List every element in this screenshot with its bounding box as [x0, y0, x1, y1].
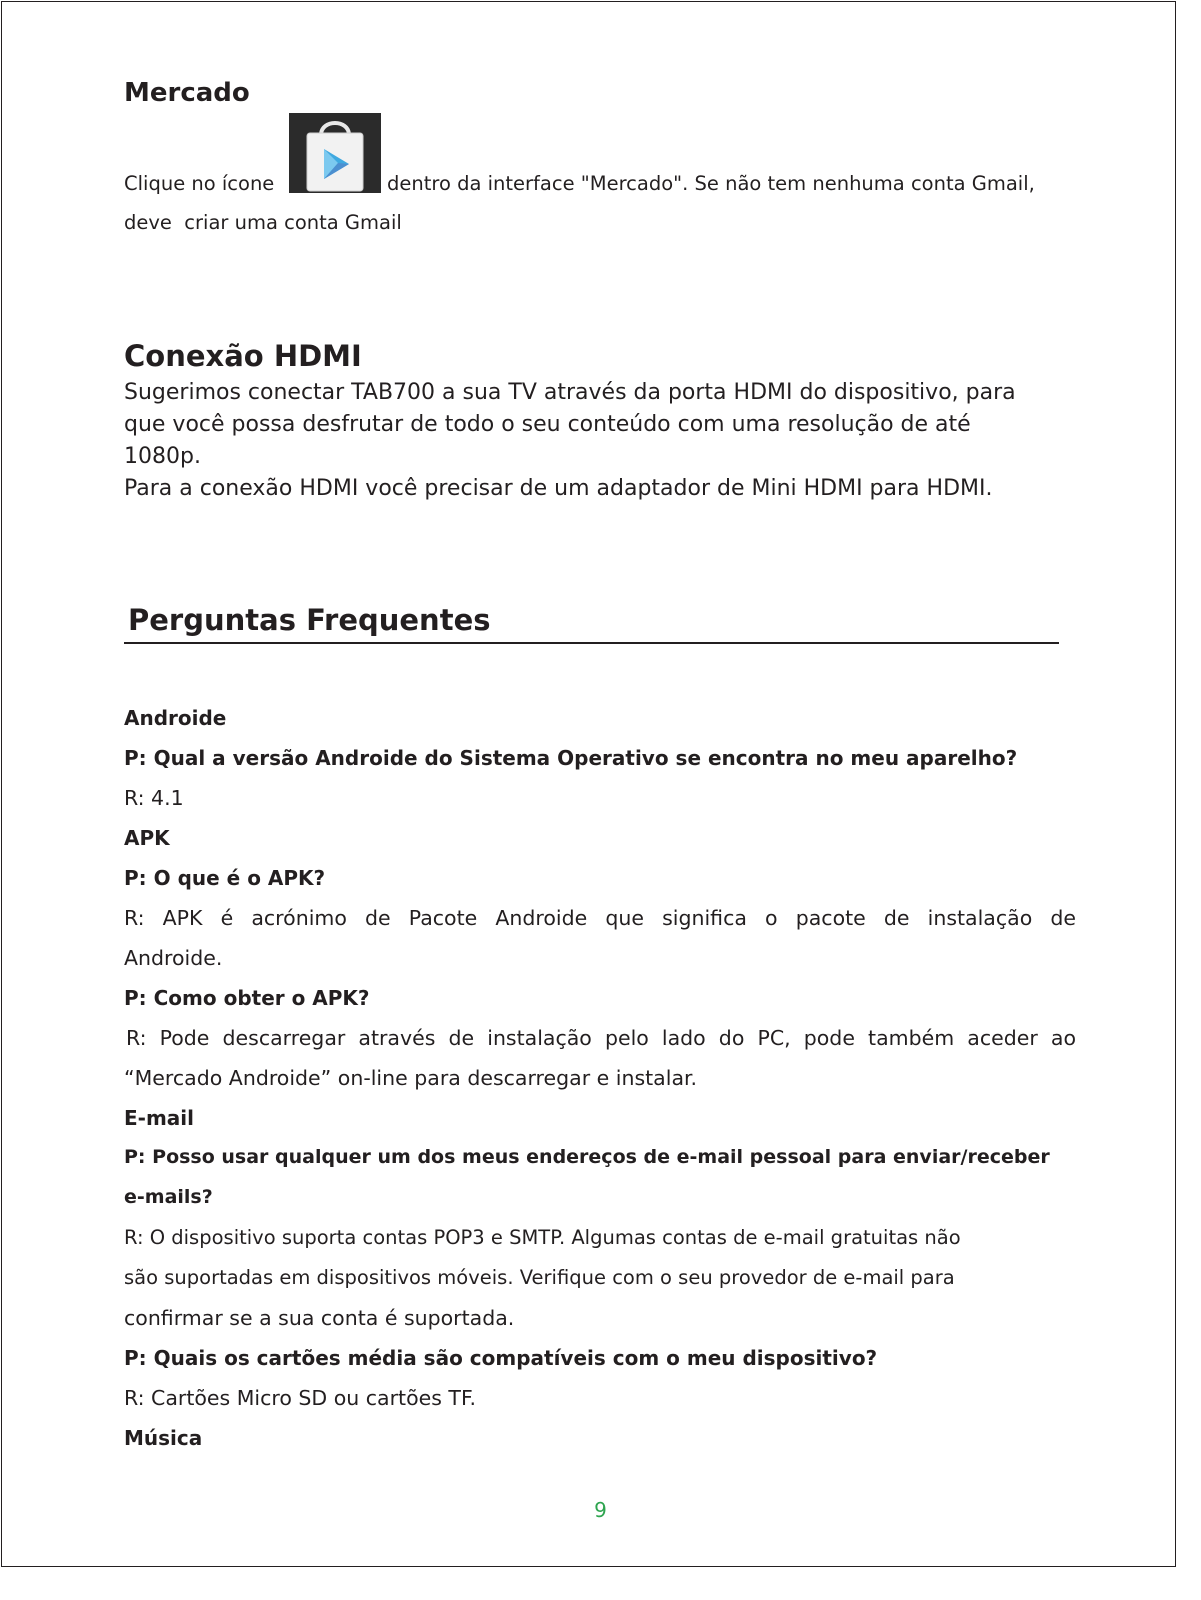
faq-answer: R: Pode descarregar através de instalação pelo lado do PC, pode também aceder ao [126, 1026, 1076, 1050]
faq-heading-music: Música [124, 1426, 203, 1450]
hdmi-line: que você possa desfrutar de todo o seu conteúdo com uma resolução de até [124, 412, 971, 437]
mercado-text-before-icon: Clique no ícone [124, 172, 275, 195]
page-number: 9 [594, 1498, 607, 1522]
faq-question: P: O que é o APK? [124, 866, 326, 890]
faq-heading-android: Androide [124, 706, 227, 730]
faq-question: P: Como obter o APK? [124, 986, 370, 1010]
hdmi-paragraph [124, 377, 1016, 505]
faq-question: P: Qual a versão Androide do Sistema Operativo se encontra no meu aparelho? [124, 746, 1018, 770]
faq-answer: R: O dispositivo suporta contas POP3 e SMTP. Algumas contas de e-mail gratuitas não [124, 1226, 961, 1249]
faq-answer: confirmar se a sua conta é suportada. [124, 1306, 515, 1330]
faq-heading-apk: APK [124, 826, 170, 850]
section-title-hdmi: Conexão HDMI [124, 339, 362, 373]
mercado-text-line2: deve criar uma conta Gmail [124, 211, 402, 234]
faq-answer: R: APK é acrónimo de Pacote Androide que significa o pacote de instalação de [124, 906, 1076, 930]
hdmi-line: Para a conexão HDMI você precisar de um adaptador de Mini HDMI para HDMI. [124, 476, 993, 501]
play-store-icon [289, 113, 381, 193]
faq-question: P: Posso usar qualquer um dos meus endereços de e-mail pessoal para enviar/receber [124, 1146, 1050, 1168]
section-title-faq: Perguntas Frequentes [128, 603, 491, 637]
faq-answer: Androide. [124, 946, 223, 970]
faq-answer: R: Cartões Micro SD ou cartões TF. [124, 1386, 476, 1410]
hdmi-line: 1080p. [124, 444, 201, 469]
faq-answer: R: 4.1 [124, 786, 184, 810]
mercado-text-after-icon: dentro da interface "Mercado". Se não tem nenhuma conta Gmail, [387, 172, 1035, 195]
section-title-mercado: Mercado [124, 78, 250, 108]
hdmi-line: Sugerimos conectar TAB700 a sua TV através da porta HDMI do dispositivo, para [124, 380, 1016, 405]
faq-answer: são suportadas em dispositivos móveis. Verifique com o seu provedor de e-mail para [124, 1266, 955, 1289]
faq-question: e-mails? [124, 1186, 213, 1208]
faq-title-underline [124, 642, 1059, 644]
page-frame [1, 1, 1176, 1567]
faq-heading-email: E-mail [124, 1106, 195, 1130]
faq-answer: “Mercado Androide” on-line para descarregar e instalar. [124, 1066, 698, 1090]
faq-question: P: Quais os cartões média são compatíveis com o meu dispositivo? [124, 1346, 878, 1370]
